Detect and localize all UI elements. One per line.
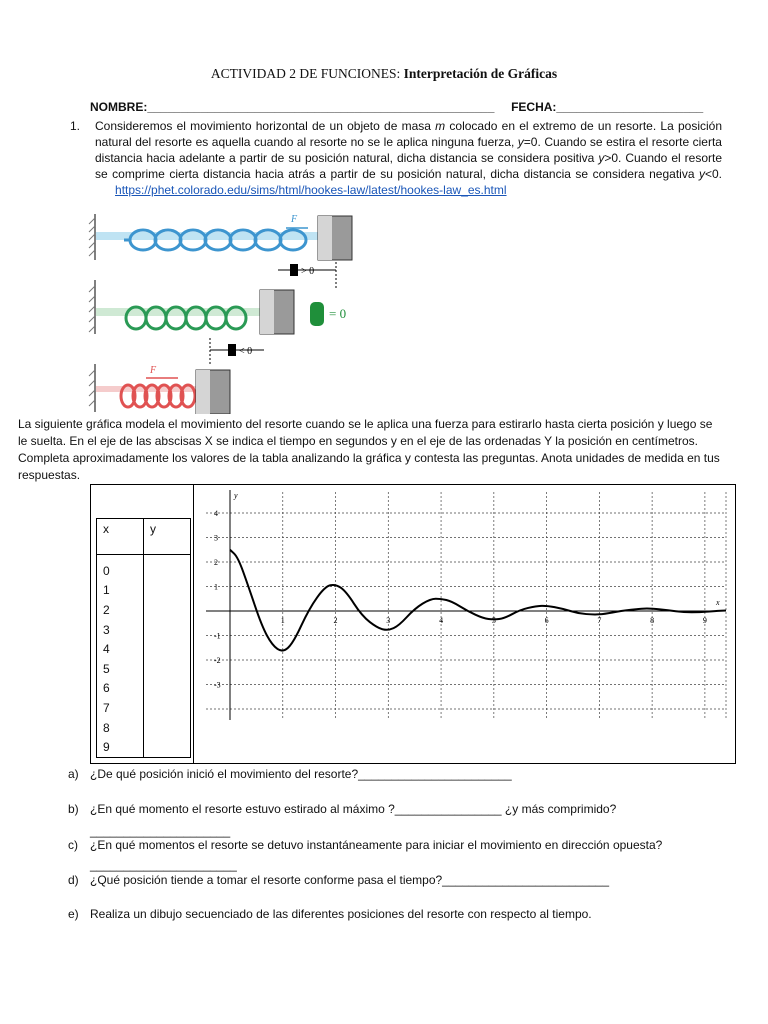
p1-text-b: colocado en el extremo de un resorte. La posición natural del resorte es aquella cuando al resorte no se le aplica ninguna fuerza, (95, 119, 722, 149)
graph-instructions: La siguiente gráfica modela el movimiento del resorte cuando se le aplica una fuerza para estirarlo hasta cierta posición y luego se le suelta. En el eje de las abscisas X se indica el tiempo en segundos y en el eje de las ordenadas Y la posición en centímetros. Completa aproximadamente los valores de la tabla analizando la gráfica y contesta las preguntas. Anota unidades de medida en tus respuestas. (18, 417, 720, 482)
x-tick-label: 1 (280, 616, 285, 625)
table-cell-x: 2 (97, 600, 144, 620)
question-label: e) (68, 907, 79, 921)
table-cell-y[interactable] (144, 679, 191, 699)
label-less-zero: < 0 (239, 346, 253, 357)
table-row (97, 679, 191, 699)
y-tick-label: 4 (214, 509, 218, 518)
p1-text-a: Consideremos el movimiento horizontal de un objeto de masa (95, 119, 436, 133)
question-text[interactable]: ¿Qué posición tiende a tomar el resorte conforme pasa el tiempo?_________________________ (90, 873, 610, 887)
force-label-top: F (291, 214, 298, 225)
question-label: a) (68, 767, 79, 781)
table-cell-x: 4 (97, 639, 144, 659)
table-row (97, 639, 191, 659)
force-label-bottom: F (150, 365, 157, 376)
table-cell-x: 3 (97, 620, 144, 640)
date-field[interactable]: FECHA:______________________ (511, 100, 704, 114)
y-var-3: y (698, 167, 705, 181)
p1-text-e: <0. (704, 167, 722, 181)
table-cell-y[interactable] (144, 718, 191, 738)
y-tick-label: -1 (214, 631, 221, 641)
xy-table (96, 518, 191, 758)
x-tick-label: 8 (650, 616, 655, 625)
col-header-y: y (144, 519, 191, 555)
question-item (68, 767, 512, 781)
table-cell-y[interactable] (144, 737, 191, 757)
table-row (97, 555, 191, 581)
damped-oscillation-chart (196, 486, 734, 762)
name-field[interactable]: NOMBRE:____________________________________________________ (90, 100, 495, 114)
table-cell-y[interactable] (144, 600, 191, 620)
table-cell-x: 1 (97, 581, 144, 601)
table-row (97, 737, 191, 757)
spring-natural (89, 280, 346, 334)
question-label: d) (68, 873, 79, 887)
question-item (68, 838, 662, 852)
spring-stretched (89, 214, 352, 260)
title-main: ACTIVIDAD 2 DE FUNCIONES: (210, 66, 401, 81)
frame-divider (193, 484, 194, 764)
question-text[interactable]: ¿En qué momento el resorte estuvo estirado al máximo ?________________ ¿y más comprimido? (90, 802, 617, 816)
table-cell-x: 9 (97, 737, 144, 757)
table-row (97, 600, 191, 620)
name-date-row (90, 100, 703, 114)
y-var-1: y (517, 135, 524, 149)
table-cell-x: 6 (97, 679, 144, 699)
label-greater-zero: > 0 (301, 266, 315, 277)
spring-compressed (89, 364, 230, 414)
x-tick-label: 6 (544, 616, 549, 625)
table-cell-y[interactable] (144, 698, 191, 718)
problem-1-text (95, 118, 722, 198)
y-tick-label: 3 (214, 533, 218, 543)
y-tick-label: 2 (214, 558, 218, 567)
question-text[interactable]: _____________________ (90, 824, 231, 838)
x-tick-label: 9 (702, 616, 707, 625)
table-row (97, 698, 191, 718)
question-text[interactable]: ¿En qué momentos el resorte se detuvo instantáneamente para iniciar el movimiento en dirección opuesta? (90, 838, 663, 852)
green-y-symbol (310, 302, 324, 326)
question-text[interactable]: Realiza un dibujo secuenciado de las diferentes posiciones del resorte con respecto al tiempo. (90, 907, 592, 921)
x-tick-label: 7 (597, 616, 602, 625)
table-row (97, 620, 191, 640)
table-cell-x: 8 (97, 718, 144, 738)
table-row (97, 659, 191, 679)
table-cell-y[interactable] (144, 555, 191, 581)
question-item (68, 824, 230, 838)
table-cell-x: 0 (97, 555, 144, 581)
table-cell-x: 5 (97, 659, 144, 679)
question-item (68, 858, 237, 872)
phet-link[interactable]: https://phet.colorado.edu/sims/html/hookes-law/latest/hookes-law_es.html (115, 183, 507, 197)
question-item (68, 907, 592, 921)
question-text[interactable]: ______________________ (90, 858, 237, 872)
mass-variable: m (435, 119, 446, 133)
question-label: b) (68, 802, 79, 816)
spring-illustration (88, 206, 388, 414)
page-title (0, 66, 768, 82)
question-text[interactable]: ¿De qué posición inició el movimiento del resorte?_______________________ (90, 767, 512, 781)
table-row (97, 581, 191, 601)
question-label: c) (68, 838, 78, 852)
y-axis-label: y (234, 491, 238, 500)
table-cell-y[interactable] (144, 620, 191, 640)
y-var-2: y (598, 151, 605, 165)
question-item (68, 873, 609, 887)
table-cell-y[interactable] (144, 639, 191, 659)
y-tick-label: -2 (214, 656, 221, 665)
title-sub: Interpretación de Gráficas (403, 66, 558, 81)
x-tick-label: 3 (386, 616, 391, 625)
x-axis-label: x (716, 598, 720, 607)
table-cell-x: 7 (97, 698, 144, 718)
question-item (68, 802, 616, 816)
p1-text-d: >0. Cuando el resorte se comprime cierta distancia hacia atrás a partir de su posición natural, dicha distancia se considera negativa (95, 151, 723, 181)
x-tick-label: 5 (491, 616, 496, 625)
x-tick-label: 2 (333, 616, 338, 625)
y-tick-label: 1 (214, 582, 218, 592)
p1-text-c: =0. Cuando se estira el resorte cierta distancia hacia adelante a partir de su posición natural, dicha distancia se considera positiva (95, 135, 722, 165)
x-tick-label: 4 (439, 616, 444, 625)
label-equal-zero: = 0 (329, 306, 347, 321)
y-tick-label: -3 (214, 680, 221, 690)
problem-number: 1. (70, 119, 81, 133)
col-header-x: x (97, 519, 144, 555)
table-cell-y[interactable] (144, 581, 191, 601)
table-cell-y[interactable] (144, 659, 191, 679)
table-row (97, 718, 191, 738)
